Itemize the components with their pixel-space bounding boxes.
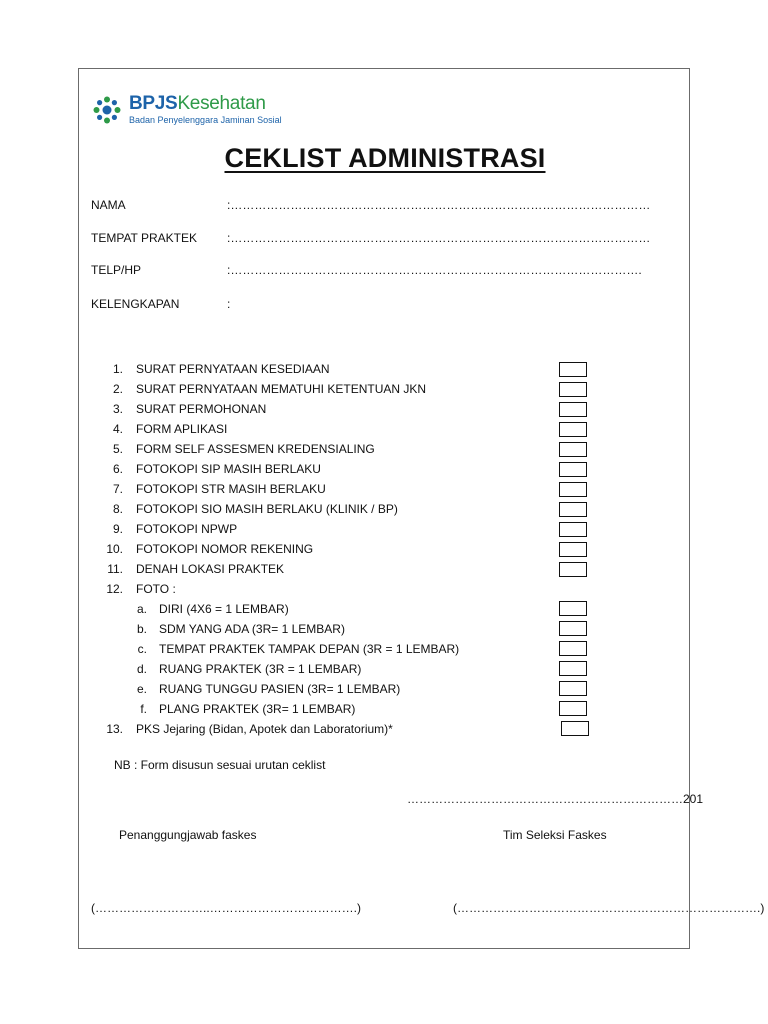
sub-item-letter: a. [136, 602, 147, 616]
sub-item-text: TEMPAT PRAKTEK TAMPAK DEPAN (3R = 1 LEMBAR) [159, 642, 460, 656]
checkbox-item-5[interactable] [559, 442, 587, 457]
checkbox-item-3[interactable] [559, 402, 587, 417]
sub-item-letter: f. [140, 702, 147, 716]
item-text: PKS Jejaring (Bidan, Apotek dan Laboratorium)* [136, 722, 393, 736]
field-label-telp: TELP/HP [91, 263, 142, 277]
checklist-page [78, 68, 765, 949]
date-line[interactable]: ……………………………………………………………201 [407, 792, 704, 806]
logo-subtitle: Badan Penyelenggara Jaminan Sosial [129, 115, 282, 125]
checkbox-item-13[interactable] [561, 721, 589, 736]
signature-label-right: Tim Seleksi Faskes [503, 828, 607, 842]
bpjs-logo [93, 93, 282, 129]
item-number: 9. [112, 522, 123, 536]
field-label-tempat-praktek: TEMPAT PRAKTEK [91, 231, 198, 245]
item-number: 13. [106, 722, 123, 736]
checkbox-item-1[interactable] [559, 362, 587, 377]
checkbox-item-10[interactable] [559, 542, 587, 557]
checkbox-item-11[interactable] [559, 562, 587, 577]
item-number: 4. [112, 422, 123, 436]
checkbox-item-12b[interactable] [559, 621, 587, 636]
item-number: 2. [112, 382, 123, 396]
item-text: FOTOKOPI NPWP [136, 522, 238, 536]
sub-item-letter: d. [136, 662, 147, 676]
logo-title [129, 93, 266, 115]
sub-item-text: RUANG TUNGGU PASIEN (3R= 1 LEMBAR) [159, 682, 401, 696]
item-text: DENAH LOKASI PRAKTEK [136, 562, 285, 576]
item-text: FOTO : [136, 582, 176, 596]
field-value-nama[interactable]: :…………………………………………………………………………………………… [227, 198, 651, 212]
sub-item-letter: b. [136, 622, 147, 636]
item-number: 3. [112, 402, 123, 416]
field-value-telp[interactable]: :…………………………………………………………………………………………. [227, 263, 642, 277]
sub-item-text: SDM YANG ADA (3R= 1 LEMBAR) [159, 622, 345, 636]
item-text: SURAT PERNYATAAN KESEDIAAN [136, 362, 330, 376]
checkbox-item-7[interactable] [559, 482, 587, 497]
checkbox-item-12f[interactable] [559, 701, 587, 716]
note: NB : Form disusun sesuai urutan ceklist [114, 758, 326, 772]
field-label-kelengkapan: KELENGKAPAN [91, 297, 180, 311]
checkbox-item-12e[interactable] [559, 681, 587, 696]
checkbox-item-4[interactable] [559, 422, 587, 437]
item-text: FOTOKOPI STR MASIH BERLAKU [136, 482, 326, 496]
item-number: 6. [112, 462, 123, 476]
sub-item-text: PLANG PRAKTEK (3R= 1 LEMBAR) [159, 702, 356, 716]
item-text: SURAT PERNYATAAN MEMATUHI KETENTUAN JKN [136, 382, 427, 396]
item-number: 12. [106, 582, 123, 596]
checkbox-item-6[interactable] [559, 462, 587, 477]
checkbox-item-9[interactable] [559, 522, 587, 537]
item-number: 5. [112, 442, 123, 456]
item-text: SURAT PERMOHONAN [136, 402, 267, 416]
signature-line-left[interactable]: (………………………..……………………………….) [91, 901, 361, 915]
item-text: FOTOKOPI SIP MASIH BERLAKU [136, 462, 321, 476]
item-number: 8. [112, 502, 123, 516]
item-text: FOTOKOPI SIO MASIH BERLAKU (KLINIK / BP) [136, 502, 398, 516]
signature-line-right[interactable]: (………………………………………………………………….) [453, 901, 765, 915]
sub-item-letter: c. [137, 642, 147, 656]
checkbox-item-2[interactable] [559, 382, 587, 397]
item-number: 10. [106, 542, 123, 556]
checkbox-item-12c[interactable] [559, 641, 587, 656]
signature-label-left: Penanggungjawab faskes [119, 828, 257, 842]
item-number: 11. [107, 562, 123, 576]
item-number: 1. [112, 362, 123, 376]
sub-item-text: DIRI (4X6 = 1 LEMBAR) [159, 602, 289, 616]
item-text: FORM SELF ASSESMEN KREDENSIALING [136, 442, 375, 456]
item-text: FOTOKOPI NOMOR REKENING [136, 542, 314, 556]
checkbox-item-12a[interactable] [559, 601, 587, 616]
page-title: CEKLIST ADMINISTRASI [224, 143, 546, 173]
field-label-nama: NAMA [91, 198, 126, 212]
logo-brand-secondary: Kesehatan [177, 93, 266, 114]
bpjs-emblem-icon [93, 96, 121, 124]
item-number: 7. [112, 482, 123, 496]
field-value-tempat-praktek[interactable]: :…………………………………………………………………………………………… [227, 231, 651, 245]
sub-item-text: RUANG PRAKTEK (3R = 1 LEMBAR) [159, 662, 362, 676]
item-text: FORM APLIKASI [136, 422, 228, 436]
checkbox-item-12d[interactable] [559, 661, 587, 676]
logo-brand-main: BPJS [129, 93, 178, 114]
checkbox-item-8[interactable] [559, 502, 587, 517]
field-value-kelengkapan: : [227, 297, 231, 311]
sub-item-letter: e. [136, 682, 147, 696]
